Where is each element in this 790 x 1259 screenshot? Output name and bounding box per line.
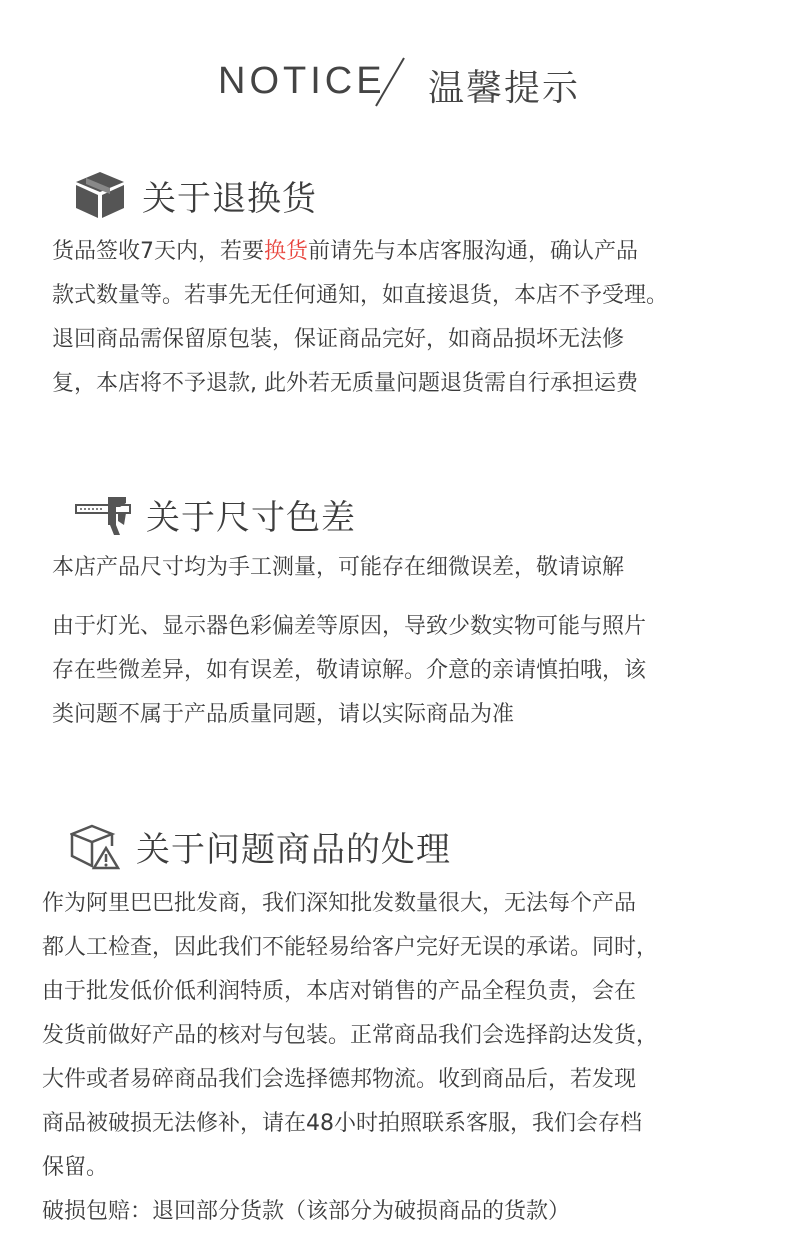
damaged-box-warning-icon [70,824,120,870]
paragraph-line: 大件或者易碎商品我们会选择德邦物流。收到商品后，若发现 [42,1067,637,1092]
paragraph-line: 由于灯光、显示器色彩偏差等原因，导致少数实物可能与照片 [52,614,647,639]
paragraph-line: 都人工检查，因此我们不能轻易给客户完好无误的承诺。同时， [42,935,659,960]
paragraph-line: 作为阿里巴巴批发商，我们深知批发数量很大，无法每个产品 [42,891,637,916]
paragraph-line: 商品被破损无法修补，请在48小时拍照联系客服，我们会存档 [42,1111,642,1136]
caliper-icon [74,493,132,537]
highlight-exchange: 换货 [264,239,309,264]
paragraph-line: 货品签收7天内，若要换货前请先与本店客服沟通，确认产品 [52,239,639,264]
header-title-en: NOTICE [218,60,386,102]
notice-header [0,52,790,112]
section-size-title [74,490,356,539]
paragraph-line: 退回商品需保留原包装，保证商品完好，如商品损坏无法修 [52,327,625,352]
section-issues-label: 关于问题商品的处理 [136,830,451,870]
slash-divider [370,54,410,110]
paragraph-line: 复，本店将不予退款, 此外若无质量问题退货需自行承担运费 [52,371,638,396]
paragraph-line: 本店产品尺寸均为手工测量，可能存在细微误差，敬请谅解 [52,555,625,580]
section-returns-label: 关于退换货 [142,178,317,219]
paragraph-line: 款式数量等。若事先无任何通知，如直接退货，本店不予受理。 [52,283,669,308]
package-box-icon [74,170,126,220]
header-title-cn: 温馨提示 [428,68,581,109]
paragraph-line: 由于批发低价低利润特质，本店对销售的产品全程负责，会在 [42,979,637,1004]
paragraph-line: 破损包赔：退回部分货款（该部分为破损商品的货款） [42,1199,571,1224]
paragraph-line: 类问题不属于产品质量同题，请以实际商品为准 [52,702,515,727]
section-issues-title [70,822,451,871]
section-returns-title [74,170,317,220]
paragraph-line: 存在些微差异，如有误差，敬请谅解。介意的亲请慎拍哦，该 [52,658,647,683]
paragraph-line: 保留。 [42,1155,109,1180]
section-size-label: 关于尺寸色差 [146,498,356,538]
paragraph-line: 发货前做好产品的核对与包装。正常商品我们会选择韵达发货， [42,1023,659,1048]
